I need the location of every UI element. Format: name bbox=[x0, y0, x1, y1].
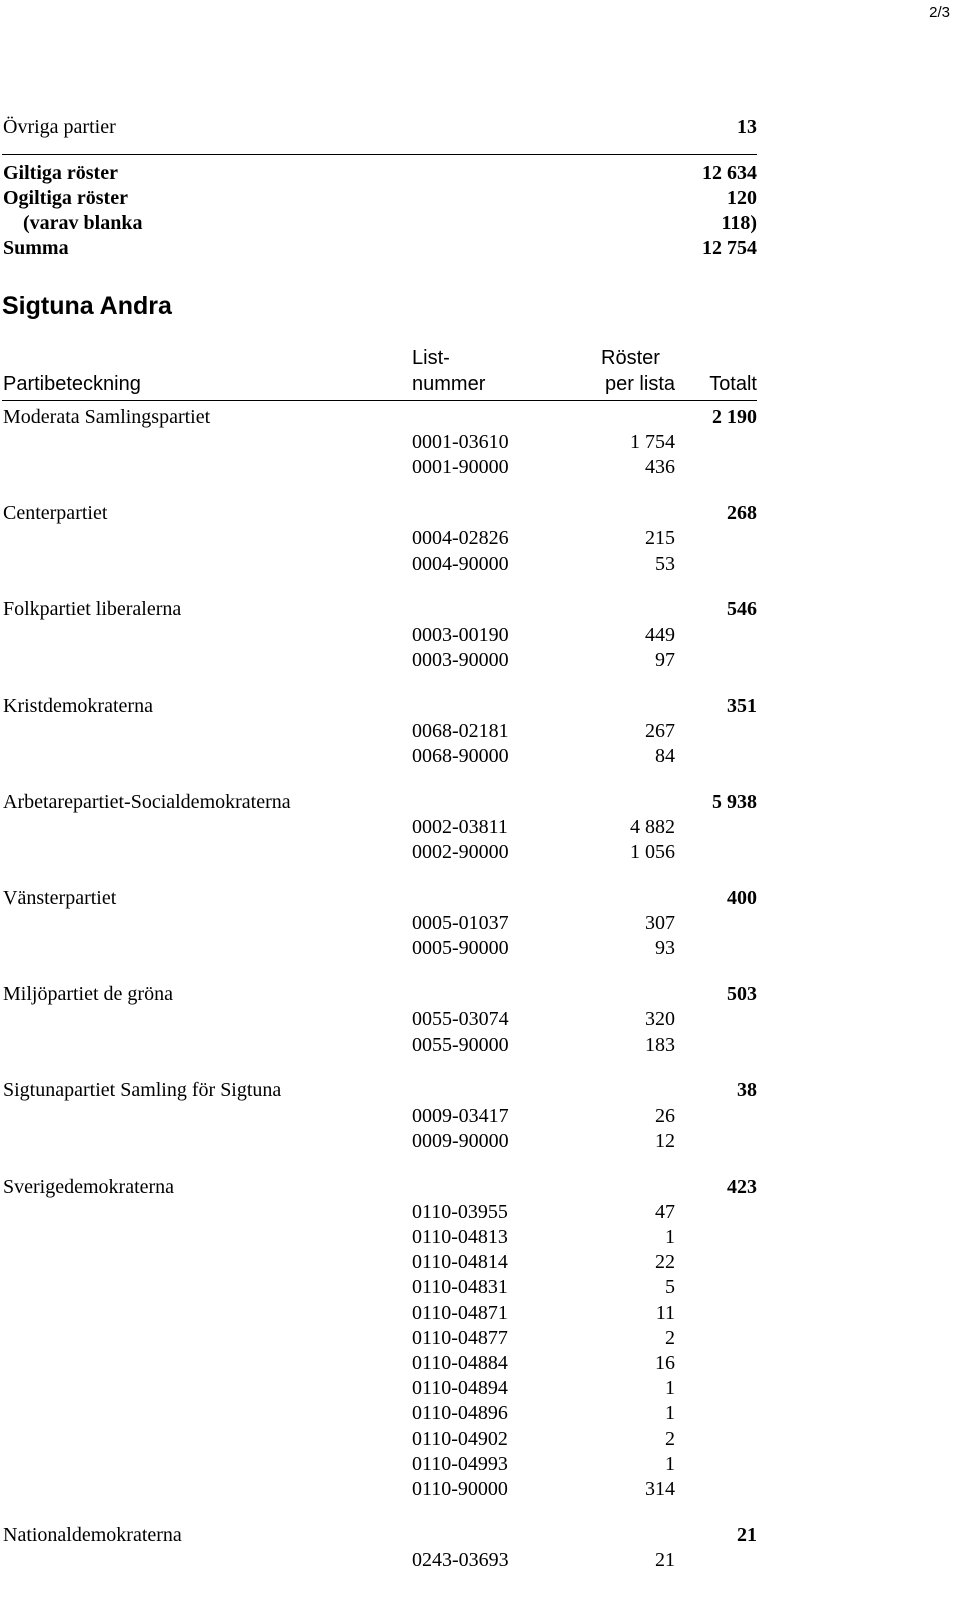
list-votes: 5 bbox=[665, 1276, 675, 1299]
party-name: Arbetarepartiet-Socialdemokraterna bbox=[3, 790, 291, 813]
party-total: 21 bbox=[737, 1523, 757, 1546]
party-total: 351 bbox=[727, 694, 757, 717]
ovriga-partier-value: 13 bbox=[737, 116, 757, 138]
list-number: 0001-90000 bbox=[412, 456, 509, 479]
header-divider bbox=[2, 400, 757, 401]
list-votes: 215 bbox=[645, 527, 675, 550]
party-total: 2 190 bbox=[712, 406, 757, 428]
list-votes: 2 bbox=[665, 1326, 675, 1349]
list-number: 0110-90000 bbox=[412, 1478, 508, 1500]
list-number: 0110-04877 bbox=[412, 1326, 508, 1349]
list-votes: 267 bbox=[645, 719, 675, 742]
list-votes: 449 bbox=[645, 623, 675, 646]
header-total: Totalt bbox=[709, 373, 757, 395]
list-number: 0110-04813 bbox=[412, 1226, 508, 1248]
list-votes: 307 bbox=[645, 912, 675, 935]
list-number: 0001-03610 bbox=[412, 431, 509, 454]
divider bbox=[2, 154, 757, 155]
list-votes: 2 bbox=[665, 1427, 675, 1450]
header-list-top: List- bbox=[412, 347, 450, 369]
list-votes: 1 bbox=[665, 1402, 675, 1425]
list-votes: 1 bbox=[665, 1377, 675, 1400]
party-name: Centerpartiet bbox=[3, 502, 108, 525]
list-number: 0110-03955 bbox=[412, 1200, 508, 1223]
header-votes-top: Röster bbox=[601, 347, 660, 369]
list-number: 0004-02826 bbox=[412, 527, 509, 550]
summary-value: 118) bbox=[721, 212, 757, 234]
header-party: Partibeteckning bbox=[3, 373, 141, 395]
list-number: 0003-00190 bbox=[412, 623, 509, 646]
list-votes: 1 056 bbox=[630, 841, 675, 864]
list-number: 0004-90000 bbox=[412, 552, 509, 575]
ovriga-partier-label: Övriga partier bbox=[3, 116, 116, 138]
list-votes: 314 bbox=[645, 1478, 675, 1500]
list-number: 0055-03074 bbox=[412, 1008, 509, 1031]
list-number: 0005-90000 bbox=[412, 937, 509, 960]
list-number: 0009-03417 bbox=[412, 1104, 509, 1127]
list-number: 0110-04831 bbox=[412, 1276, 508, 1299]
page-number: 2/3 bbox=[929, 4, 950, 21]
list-votes: 1 bbox=[665, 1452, 675, 1475]
list-votes: 12 bbox=[655, 1129, 675, 1152]
party-total: 400 bbox=[727, 887, 757, 909]
party-name: Sverigedemokraterna bbox=[3, 1175, 175, 1198]
list-number: 0055-90000 bbox=[412, 1033, 509, 1056]
summary-value: 120 bbox=[727, 187, 757, 209]
list-votes: 22 bbox=[655, 1251, 675, 1274]
list-votes: 16 bbox=[655, 1352, 675, 1374]
header-list-bottom: nummer bbox=[412, 373, 486, 395]
party-total: 423 bbox=[727, 1175, 757, 1198]
list-number: 0068-90000 bbox=[412, 745, 509, 767]
list-votes: 21 bbox=[655, 1549, 675, 1571]
summary-value: 12 754 bbox=[702, 237, 757, 259]
list-number: 0068-02181 bbox=[412, 719, 509, 742]
list-number: 0002-03811 bbox=[412, 816, 508, 838]
summary-label: Giltiga röster bbox=[3, 162, 118, 184]
list-number: 0110-04902 bbox=[412, 1427, 508, 1450]
summary-label: (varav blanka bbox=[23, 212, 143, 234]
party-name: Miljöpartiet de gröna bbox=[3, 983, 173, 1006]
summary-label: Summa bbox=[3, 237, 69, 259]
list-votes: 47 bbox=[655, 1200, 675, 1223]
party-total: 38 bbox=[737, 1079, 757, 1102]
list-number: 0110-04896 bbox=[412, 1402, 508, 1425]
party-total: 546 bbox=[727, 598, 757, 621]
list-number: 0243-03693 bbox=[412, 1549, 509, 1571]
list-votes: 84 bbox=[655, 745, 675, 767]
list-number: 0110-04871 bbox=[412, 1301, 508, 1324]
summary-label: Ogiltiga röster bbox=[3, 187, 128, 209]
party-total: 268 bbox=[727, 502, 757, 525]
list-votes: 436 bbox=[645, 456, 675, 479]
list-number: 0002-90000 bbox=[412, 841, 509, 864]
party-name: Nationaldemokraterna bbox=[3, 1523, 182, 1546]
party-total: 5 938 bbox=[712, 790, 757, 813]
list-votes: 183 bbox=[645, 1033, 675, 1056]
list-number: 0110-04814 bbox=[412, 1251, 508, 1274]
party-name: Sigtunapartiet Samling för Sigtuna bbox=[3, 1079, 282, 1102]
list-votes: 11 bbox=[655, 1301, 675, 1324]
party-name: Folkpartiet liberalerna bbox=[3, 598, 182, 621]
list-number: 0110-04884 bbox=[412, 1352, 508, 1374]
list-number: 0110-04993 bbox=[412, 1452, 508, 1475]
list-votes: 4 882 bbox=[630, 816, 675, 838]
party-name: Kristdemokraterna bbox=[3, 694, 153, 717]
district-title: Sigtuna Andra bbox=[2, 292, 172, 320]
list-number: 0003-90000 bbox=[412, 648, 509, 671]
list-votes: 93 bbox=[655, 937, 675, 960]
party-name: Vänsterpartiet bbox=[3, 887, 117, 909]
header-votes-bottom: per lista bbox=[604, 373, 675, 395]
list-number: 0110-04894 bbox=[412, 1377, 508, 1400]
list-votes: 320 bbox=[645, 1008, 675, 1031]
list-number: 0005-01037 bbox=[412, 912, 509, 935]
party-name: Moderata Samlingspartiet bbox=[3, 406, 211, 428]
list-votes: 97 bbox=[655, 648, 675, 671]
list-votes: 53 bbox=[655, 552, 675, 575]
list-votes: 1 bbox=[665, 1226, 675, 1248]
list-number: 0009-90000 bbox=[412, 1129, 509, 1152]
list-votes: 26 bbox=[655, 1104, 675, 1127]
party-total: 503 bbox=[727, 983, 757, 1006]
list-votes: 1 754 bbox=[630, 431, 675, 454]
summary-value: 12 634 bbox=[702, 162, 757, 184]
